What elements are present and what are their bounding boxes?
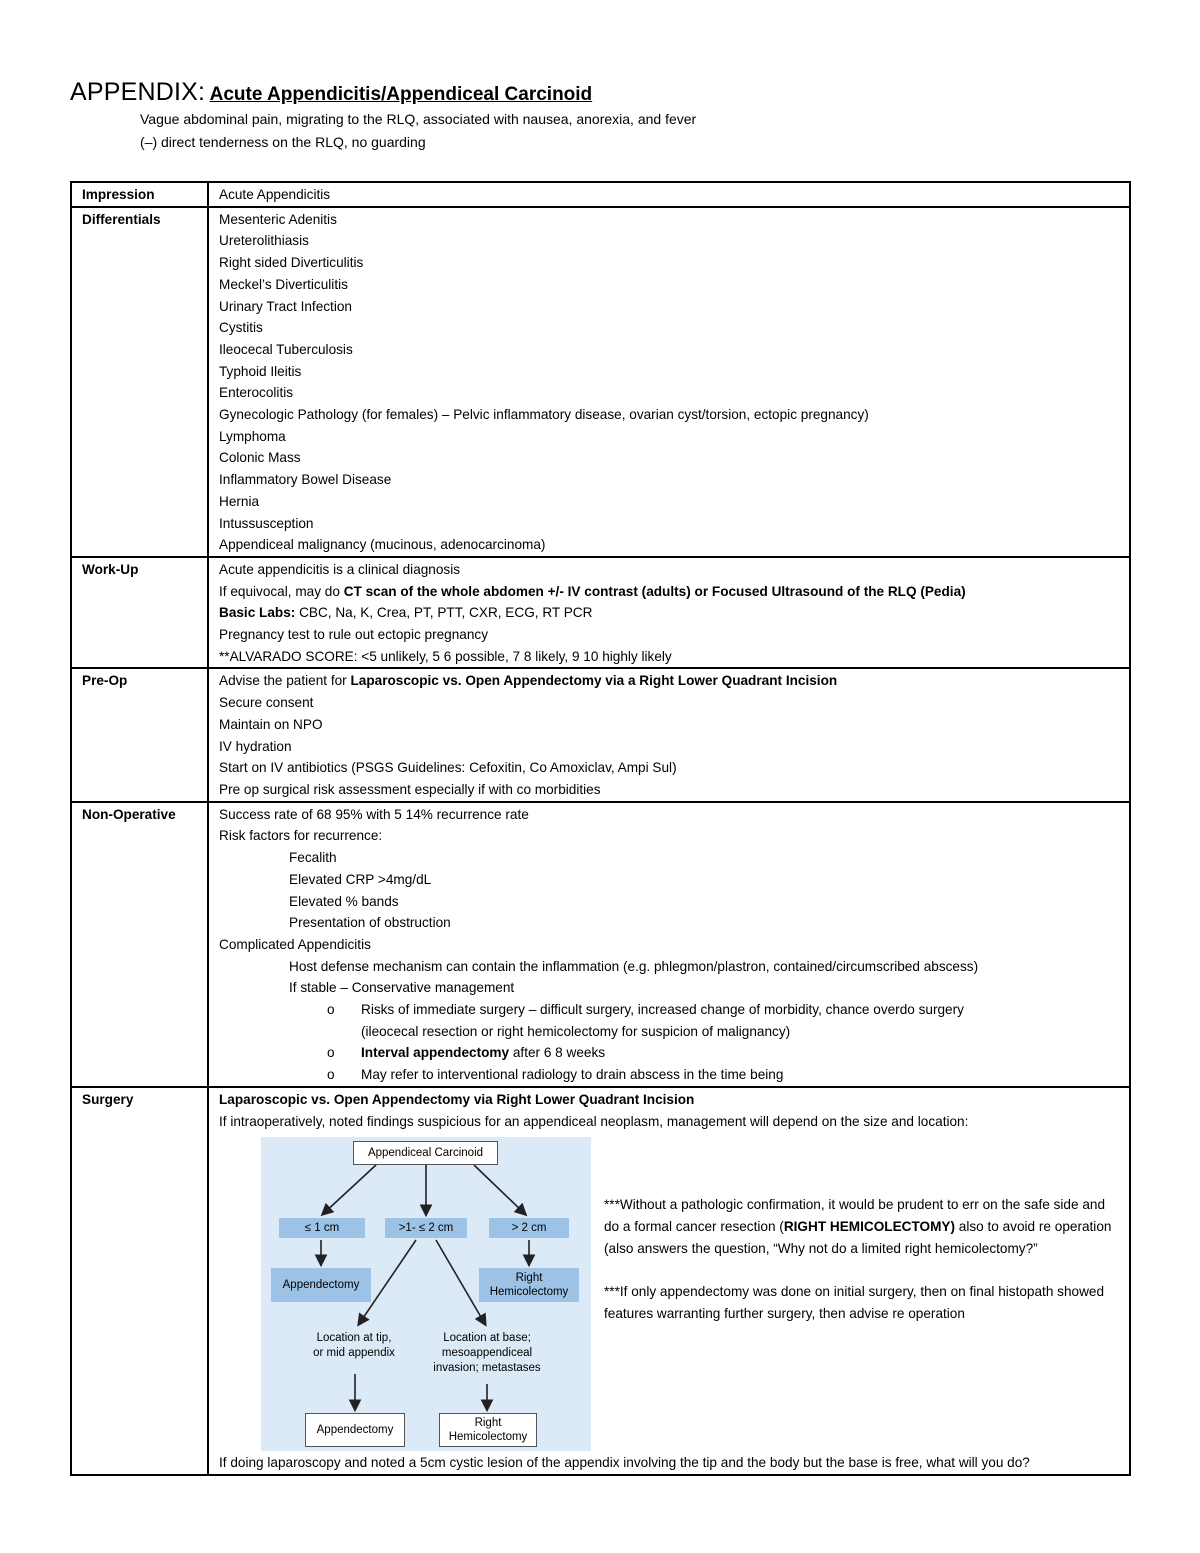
preop-item: Maintain on NPO — [219, 716, 323, 732]
row-preop — [71, 668, 1130, 801]
surgery-line: If intraoperatively, noted findings suspicious for an appendiceal neoplasm, management will depend on the size and location: — [219, 1113, 969, 1129]
differential-item: Mesenteric Adenitis — [219, 211, 337, 227]
bullet-marker: o — [327, 1002, 335, 1018]
differential-item: Inflammatory Bowel Disease — [219, 472, 392, 488]
surgery-notes — [604, 1194, 1114, 1324]
flow-loc-tip-line2: or mid appendix — [313, 1347, 395, 1360]
bullet-text: May refer to interventional radiology to drain abscess in the time being — [361, 1067, 784, 1083]
flow-loc-base-line1: Location at base; — [443, 1332, 531, 1345]
differential-item: Enterocolitis — [219, 385, 294, 401]
preop-advise-line — [219, 670, 1119, 692]
differential-item: Ureterolithiasis — [219, 233, 309, 249]
row-nonoperative — [71, 802, 1130, 1087]
bullet-continuation — [219, 1021, 1119, 1043]
flow-loc-tip-line1: Location at tip, — [316, 1332, 392, 1345]
intro-line-2: (–) direct tenderness on the RLQ, no guarding — [140, 134, 426, 150]
flow-right-hemi-line2: Hemicolectomy — [489, 1286, 569, 1299]
differential-item: Typhoid Ileitis — [219, 363, 302, 379]
differential-item: Right sided Diverticulitis — [219, 255, 364, 271]
differential-item: Ileocecal Tuberculosis — [219, 341, 353, 357]
differential-item: Gynecologic Pathology (for females) – Pelvic inflammatory disease, ovarian cyst/torsion, ectopic pregnancy) — [219, 407, 869, 423]
label-workup: Work-Up — [71, 557, 208, 669]
differential-item: Cystitis — [219, 320, 263, 336]
nonop-line: Success rate of 68 95% with 5 14% recurrence rate — [219, 806, 529, 822]
workup-imaging-line — [219, 581, 1119, 603]
nonop-line: Host defense mechanism can contain the inflammation (e.g. phlegmon/plastron, contained/circumscribed abscess) — [289, 958, 979, 974]
surgery-heading-text: Laparoscopic vs. Open Appendectomy via Right Lower Quadrant Incision — [219, 1091, 695, 1107]
workup-line: Pregnancy test to rule out ectopic pregnancy — [219, 627, 489, 643]
preop-item: Pre op surgical risk assessment especially if with co morbidities — [219, 781, 601, 797]
workup-labs-list: CBC, Na, K, Crea, PT, PTT, CXR, ECG, RT PCR — [299, 605, 593, 621]
surgery-question: If doing laparoscopy and noted a 5cm cystic lesion of the appendix involving the tip and the body but the base is free, what will you do? — [219, 1455, 1030, 1471]
row-differentials — [71, 207, 1130, 557]
nonop-line: Complicated Appendicitis — [219, 936, 371, 952]
workup-line: Acute appendicitis is a clinical diagnosis — [219, 561, 461, 577]
differential-item: Hernia — [219, 493, 260, 509]
note-resection-end: also to avoid re operation — [955, 1218, 1112, 1234]
label-nonoperative: Non-Operative — [71, 802, 208, 1087]
note-spacer — [604, 1259, 1114, 1281]
differential-item: Meckel’s Diverticulitis — [219, 276, 348, 292]
label-differentials: Differentials — [71, 207, 208, 557]
nonop-line: If stable – Conservative management — [289, 980, 515, 996]
bullet-item — [219, 1042, 1119, 1064]
bullet-text: (ileocecal resection or right hemicolectomy for suspicion of malignancy) — [361, 1023, 791, 1039]
flow-final-right-line1: Right — [474, 1417, 502, 1430]
note-reoperation: ***If only appendectomy was done on initial surgery, then on final histopath showed features warranting further surgery, then advise re operation — [604, 1284, 1105, 1321]
bullet-marker: o — [327, 1045, 335, 1061]
bullet-text: after 6 8 weeks — [509, 1045, 606, 1061]
impression-value — [208, 182, 1130, 207]
bullet-bold-text: Interval appendectomy — [361, 1045, 510, 1061]
differential-item: Lymphoma — [219, 428, 286, 444]
differential-item: Appendiceal malignancy (mucinous, adenocarcinoma) — [219, 537, 546, 553]
differentials-list — [208, 207, 1130, 557]
workup-labs-prefix: Basic Labs: — [219, 605, 300, 621]
flow-final-right-line2: Hemicolectomy — [448, 1431, 528, 1444]
flow-location-base — [419, 1331, 555, 1376]
flow-loc-base-line3: invasion; metastases — [433, 1362, 541, 1375]
surgery-heading — [219, 1089, 1119, 1111]
flow-loc-base-line2: mesoappendiceal — [441, 1347, 533, 1360]
bullet-marker: o — [327, 1067, 335, 1083]
intro-line-1: Vague abdominal pain, migrating to the RLQ, associated with nausea, anorexia, and fever — [140, 111, 697, 127]
arrow-root-to-size3 — [474, 1165, 525, 1214]
flow-final-right-hemicolectomy-box — [439, 1413, 537, 1447]
row-surgery — [71, 1087, 1130, 1475]
title-subtitle: Acute Appendicitis/Appendiceal Carcinoid — [209, 84, 593, 105]
workup-content — [208, 557, 1130, 669]
bullet-text: Risks of immediate surgery – difficult surgery, increased change of morbidity, chance overdo surgery — [361, 1002, 964, 1018]
impression-text: Acute Appendicitis — [219, 187, 331, 202]
arrow-size2-to-base — [436, 1240, 485, 1324]
preop-advise-bold: Laparoscopic vs. Open Appendectomy via a Right Lower Quadrant Incision — [350, 673, 838, 689]
differential-item: Intussusception — [219, 515, 314, 531]
flow-location-tip — [289, 1331, 419, 1361]
flow-right-hemi-line1: Right — [515, 1272, 543, 1285]
flow-appendectomy-box: Appendectomy — [271, 1268, 371, 1302]
flow-right-hemicolectomy-box — [479, 1268, 579, 1302]
carcinoid-flowchart — [261, 1137, 591, 1451]
bullet-item — [219, 999, 1119, 1021]
risk-factor-item: Presentation of obstruction — [289, 915, 451, 931]
label-surgery: Surgery — [71, 1087, 208, 1475]
row-impression — [71, 182, 1130, 207]
flow-final-appendectomy-box: Appendectomy — [305, 1413, 405, 1447]
note-resection-bold: RIGHT HEMICOLECTOMY) — [783, 1218, 956, 1234]
workup-imaging-prefix: If equivocal, may do — [219, 583, 344, 599]
page-title — [70, 78, 592, 107]
differential-item: Urinary Tract Infection — [219, 298, 352, 314]
appendix-table — [70, 181, 1131, 1476]
risk-factor-item: Elevated CRP >4mg/dL — [289, 871, 432, 887]
preop-item: Secure consent — [219, 695, 314, 711]
surgery-figure — [219, 1134, 1119, 1452]
preop-item: Start on IV antibiotics (PSGS Guidelines: Cefoxitin, Co Amoxiclav, Ampi Sul) — [219, 760, 677, 776]
nonop-line: Risk factors for recurrence: — [219, 828, 383, 844]
risk-factor-item: Fecalith — [289, 850, 337, 866]
flow-size1-box: ≤ 1 cm — [279, 1218, 365, 1238]
label-preop: Pre-Op — [71, 668, 208, 801]
arrow-root-to-size1 — [323, 1165, 376, 1214]
flow-root-box: Appendiceal Carcinoid — [353, 1141, 498, 1165]
alvarado-score-line: **ALVARADO SCORE: <5 unlikely, 5 6 possible, 7 8 likely, 9 10 highly likely — [219, 648, 672, 664]
bullet-item — [219, 1064, 1119, 1086]
flow-size2-box: >1- ≤ 2 cm — [385, 1218, 467, 1238]
workup-labs-line — [219, 602, 1119, 624]
risk-factor-item: Elevated % bands — [289, 893, 399, 909]
note-resection — [604, 1194, 1114, 1237]
label-impression: Impression — [71, 182, 208, 207]
row-workup — [71, 557, 1130, 669]
preop-item: IV hydration — [219, 738, 292, 754]
preop-content — [208, 668, 1130, 801]
note-resection-text: ***Without a pathologic confirmation, it would be prudent to err on the safe side and do a formal cancer resection ( — [604, 1197, 1106, 1234]
surgery-content — [208, 1087, 1130, 1475]
note-question: (also answers the question, “Why not do a limited right hemicolectomy?” — [604, 1240, 1038, 1256]
nonoperative-content — [208, 802, 1130, 1087]
flow-size3-box: > 2 cm — [489, 1218, 569, 1238]
differential-item: Colonic Mass — [219, 450, 301, 466]
workup-imaging-bold: CT scan of the whole abdomen +/- IV contrast (adults) or Focused Ultrasound of the RLQ (Pedia) — [343, 583, 966, 599]
preop-advise-prefix: Advise the patient for — [219, 673, 351, 689]
title-main: APPENDIX: — [70, 78, 206, 106]
